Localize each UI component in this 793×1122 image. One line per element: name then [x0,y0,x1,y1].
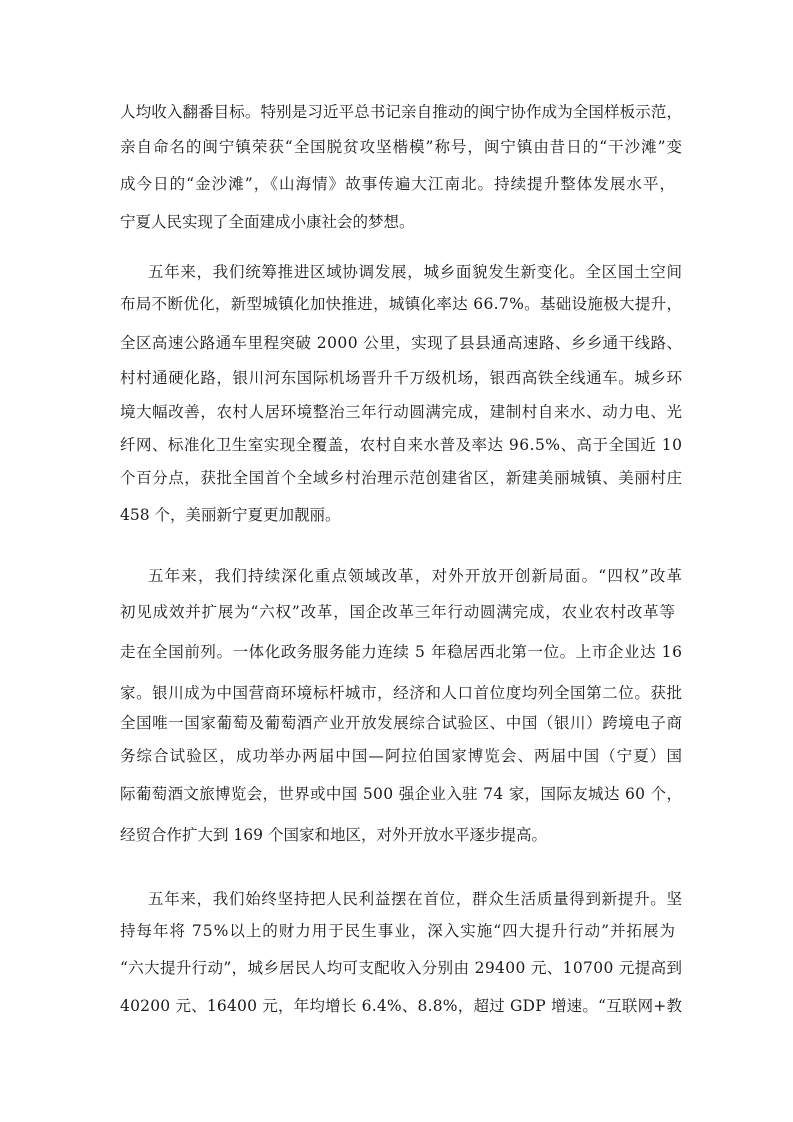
text-line: 初见成效并扩展为“六权”改革，国企改革三年行动圆满完成，农业农村改革等 [120,603,676,621]
text-line: 40200 元、16400 元，年均增长 6.4%、8.8%，超过 GDP 增速。“互联网+教 [120,997,683,1015]
text-line: 境大幅改善，农村人居环境整治三年行动圆满完成，建制村自来水、动力电、光 [120,403,683,421]
text-line: 走在全国前列。一体化政务服务能力连续 5 年稳居西北第一位。上市企业达 16 [120,643,683,661]
text-line: 亲自命名的闽宁镇荣获“全国脱贫攻坚楷模”称号，闽宁镇由昔日的“干沙滩”变 [120,138,683,156]
text-line: 458 个，美丽新宁夏更加靓丽。 [120,506,341,524]
text-line: 持每年将 75%以上的财力用于民生事业，深入实施“四大提升行动”并拓展为 [120,922,676,940]
text-line: 经贸合作扩大到 169 个国家和地区，对外开放水平逐步提高。 [120,826,547,844]
text-line: 宁夏人民实现了全面建成小康社会的梦想。 [120,213,415,231]
text-line: 布局不断优化，新型城镇化加快推进，城镇化率达 66.7%。基础设施极大提升， [120,295,683,313]
text-line: 务综合试验区，成功举办两届中国—阿拉伯国家博览会、两届中国（宁夏）国 [120,747,684,765]
text-line: 际葡萄酒文旅博览会，世界或中国 500 强企业入驻 74 家，国际友城达 60 个， [120,785,683,803]
text-line: 纤网、标准化卫生室实现全覆盖，农村自来水普及率达 96.5%、高于全国近 10 [120,436,683,454]
text-line: 全国唯一国家葡萄及葡萄酒产业开放发展综合试验区、中国（银川）跨境电子商 [120,714,683,732]
text-line: 人均收入翻番目标。特别是习近平总书记亲自推动的闽宁协作成为全国样板示范， [120,103,683,121]
text-line: 家。银川成为中国营商环境标杆城市，经济和人口首位度均列全国第二位。获批 [120,684,683,702]
text-line: “六大提升行动”，城乡居民人均可支配收入分别由 29400 元、10700 元提高到 [120,959,683,977]
text-line: 全区高速公路通车里程突破 2000 公里，实现了县县通高速路、乡乡通干线路、 [120,334,683,352]
text-line: 村村通硬化路，银川河东国际机场晋升千万级机场，银西高铁全线通车。城乡环 [120,369,683,387]
text-line: 五年来，我们持续深化重点领域改革，对外开放开创新局面。“四权”改革 [148,567,684,585]
text-line: 个百分点，获批全国首个全域乡村治理示范创建省区，新建美丽城镇、美丽村庄 [120,469,683,487]
text-line: 成今日的“金沙滩”，《山海情》故事传遍大江南北。持续提升整体发展水平， [120,175,677,193]
text-line: 五年来，我们统筹推进区域协调发展，城乡面貌发生新变化。全区国土空间 [148,263,683,281]
text-line: 五年来，我们始终坚持把人民利益摆在首位，群众生活质量得到新提升。坚 [148,890,683,908]
